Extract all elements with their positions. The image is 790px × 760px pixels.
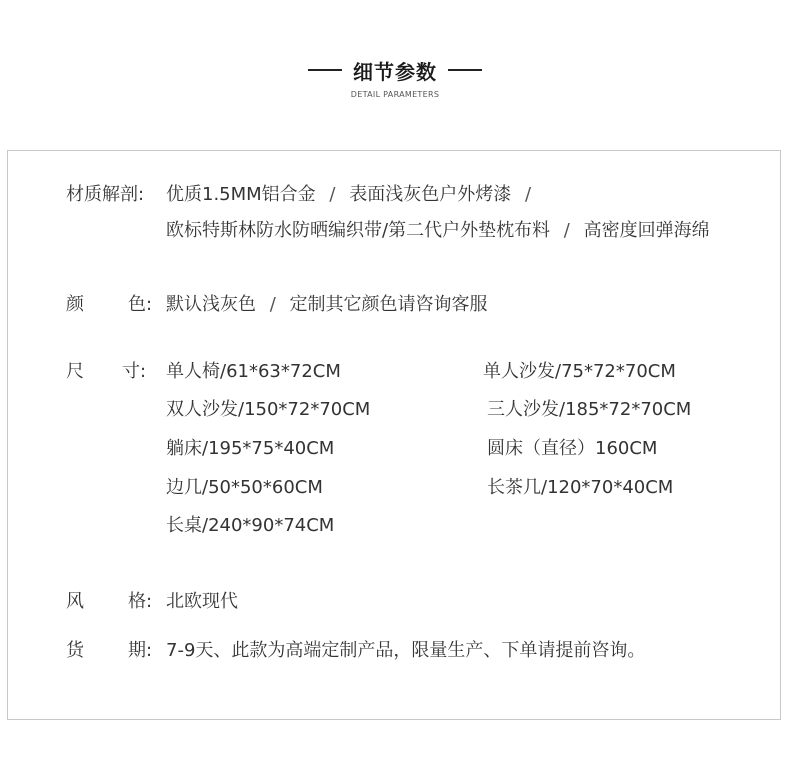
size-label-2: 寸: — [122, 361, 147, 382]
delivery-value: 7-9天、此款为高端定制产品，限量生产、下单请提前咨询。 — [166, 640, 646, 661]
delivery-label-2: 期: — [128, 640, 153, 661]
page-title: 细节参数 — [353, 59, 437, 84]
separator: / — [329, 184, 336, 205]
size-label-1: 尺 — [66, 361, 84, 382]
material-line-1 — [166, 183, 531, 207]
color-label-1: 颜 — [66, 294, 84, 315]
style-value: 北欧现代 — [166, 591, 238, 612]
material-line-2 — [166, 219, 710, 243]
size-item-left: 边几/50*50*60CM — [166, 477, 323, 498]
color-default: 默认浅灰色 — [166, 294, 256, 315]
size-item-right: 圆床（直径）160CM — [487, 438, 658, 459]
size-item-right: 三人沙发/185*72*70CM — [487, 399, 692, 420]
material-item: 欧标特斯林防水防晒编织带/第二代户外垫枕布料 — [166, 220, 551, 241]
separator: / — [269, 294, 276, 315]
size-item-left: 长桌/240*90*74CM — [166, 515, 335, 536]
color-label-2: 色: — [128, 294, 153, 315]
style-label-1: 风 — [66, 591, 84, 612]
material-item: 高密度回弹海绵 — [583, 220, 710, 241]
delivery-label-1: 货 — [66, 640, 84, 661]
section-title — [0, 52, 790, 88]
material-item: 优质1.5MM铝合金 — [166, 184, 316, 205]
style-label-2: 格: — [128, 591, 153, 612]
size-item-right: 单人沙发/75*72*70CM — [483, 361, 676, 382]
size-item-left: 躺床/195*75*40CM — [166, 438, 335, 459]
size-item-left: 双人沙发/150*72*70CM — [166, 399, 371, 420]
size-item-left: 单人椅/61*63*72CM — [166, 361, 341, 382]
color-custom: 定制其它颜色请咨询客服 — [289, 294, 488, 315]
separator: / — [524, 184, 532, 205]
color-options — [166, 293, 488, 317]
size-item-right: 长茶几/120*70*40CM — [487, 477, 674, 498]
material-label: 材质解剖: — [66, 184, 145, 205]
title-left-line — [308, 69, 342, 71]
separator: / — [563, 220, 570, 241]
material-item: 表面浅灰色户外烤漆 — [349, 184, 512, 205]
title-right-line — [448, 69, 482, 71]
page-subtitle: DETAIL PARAMETERS — [350, 90, 440, 99]
